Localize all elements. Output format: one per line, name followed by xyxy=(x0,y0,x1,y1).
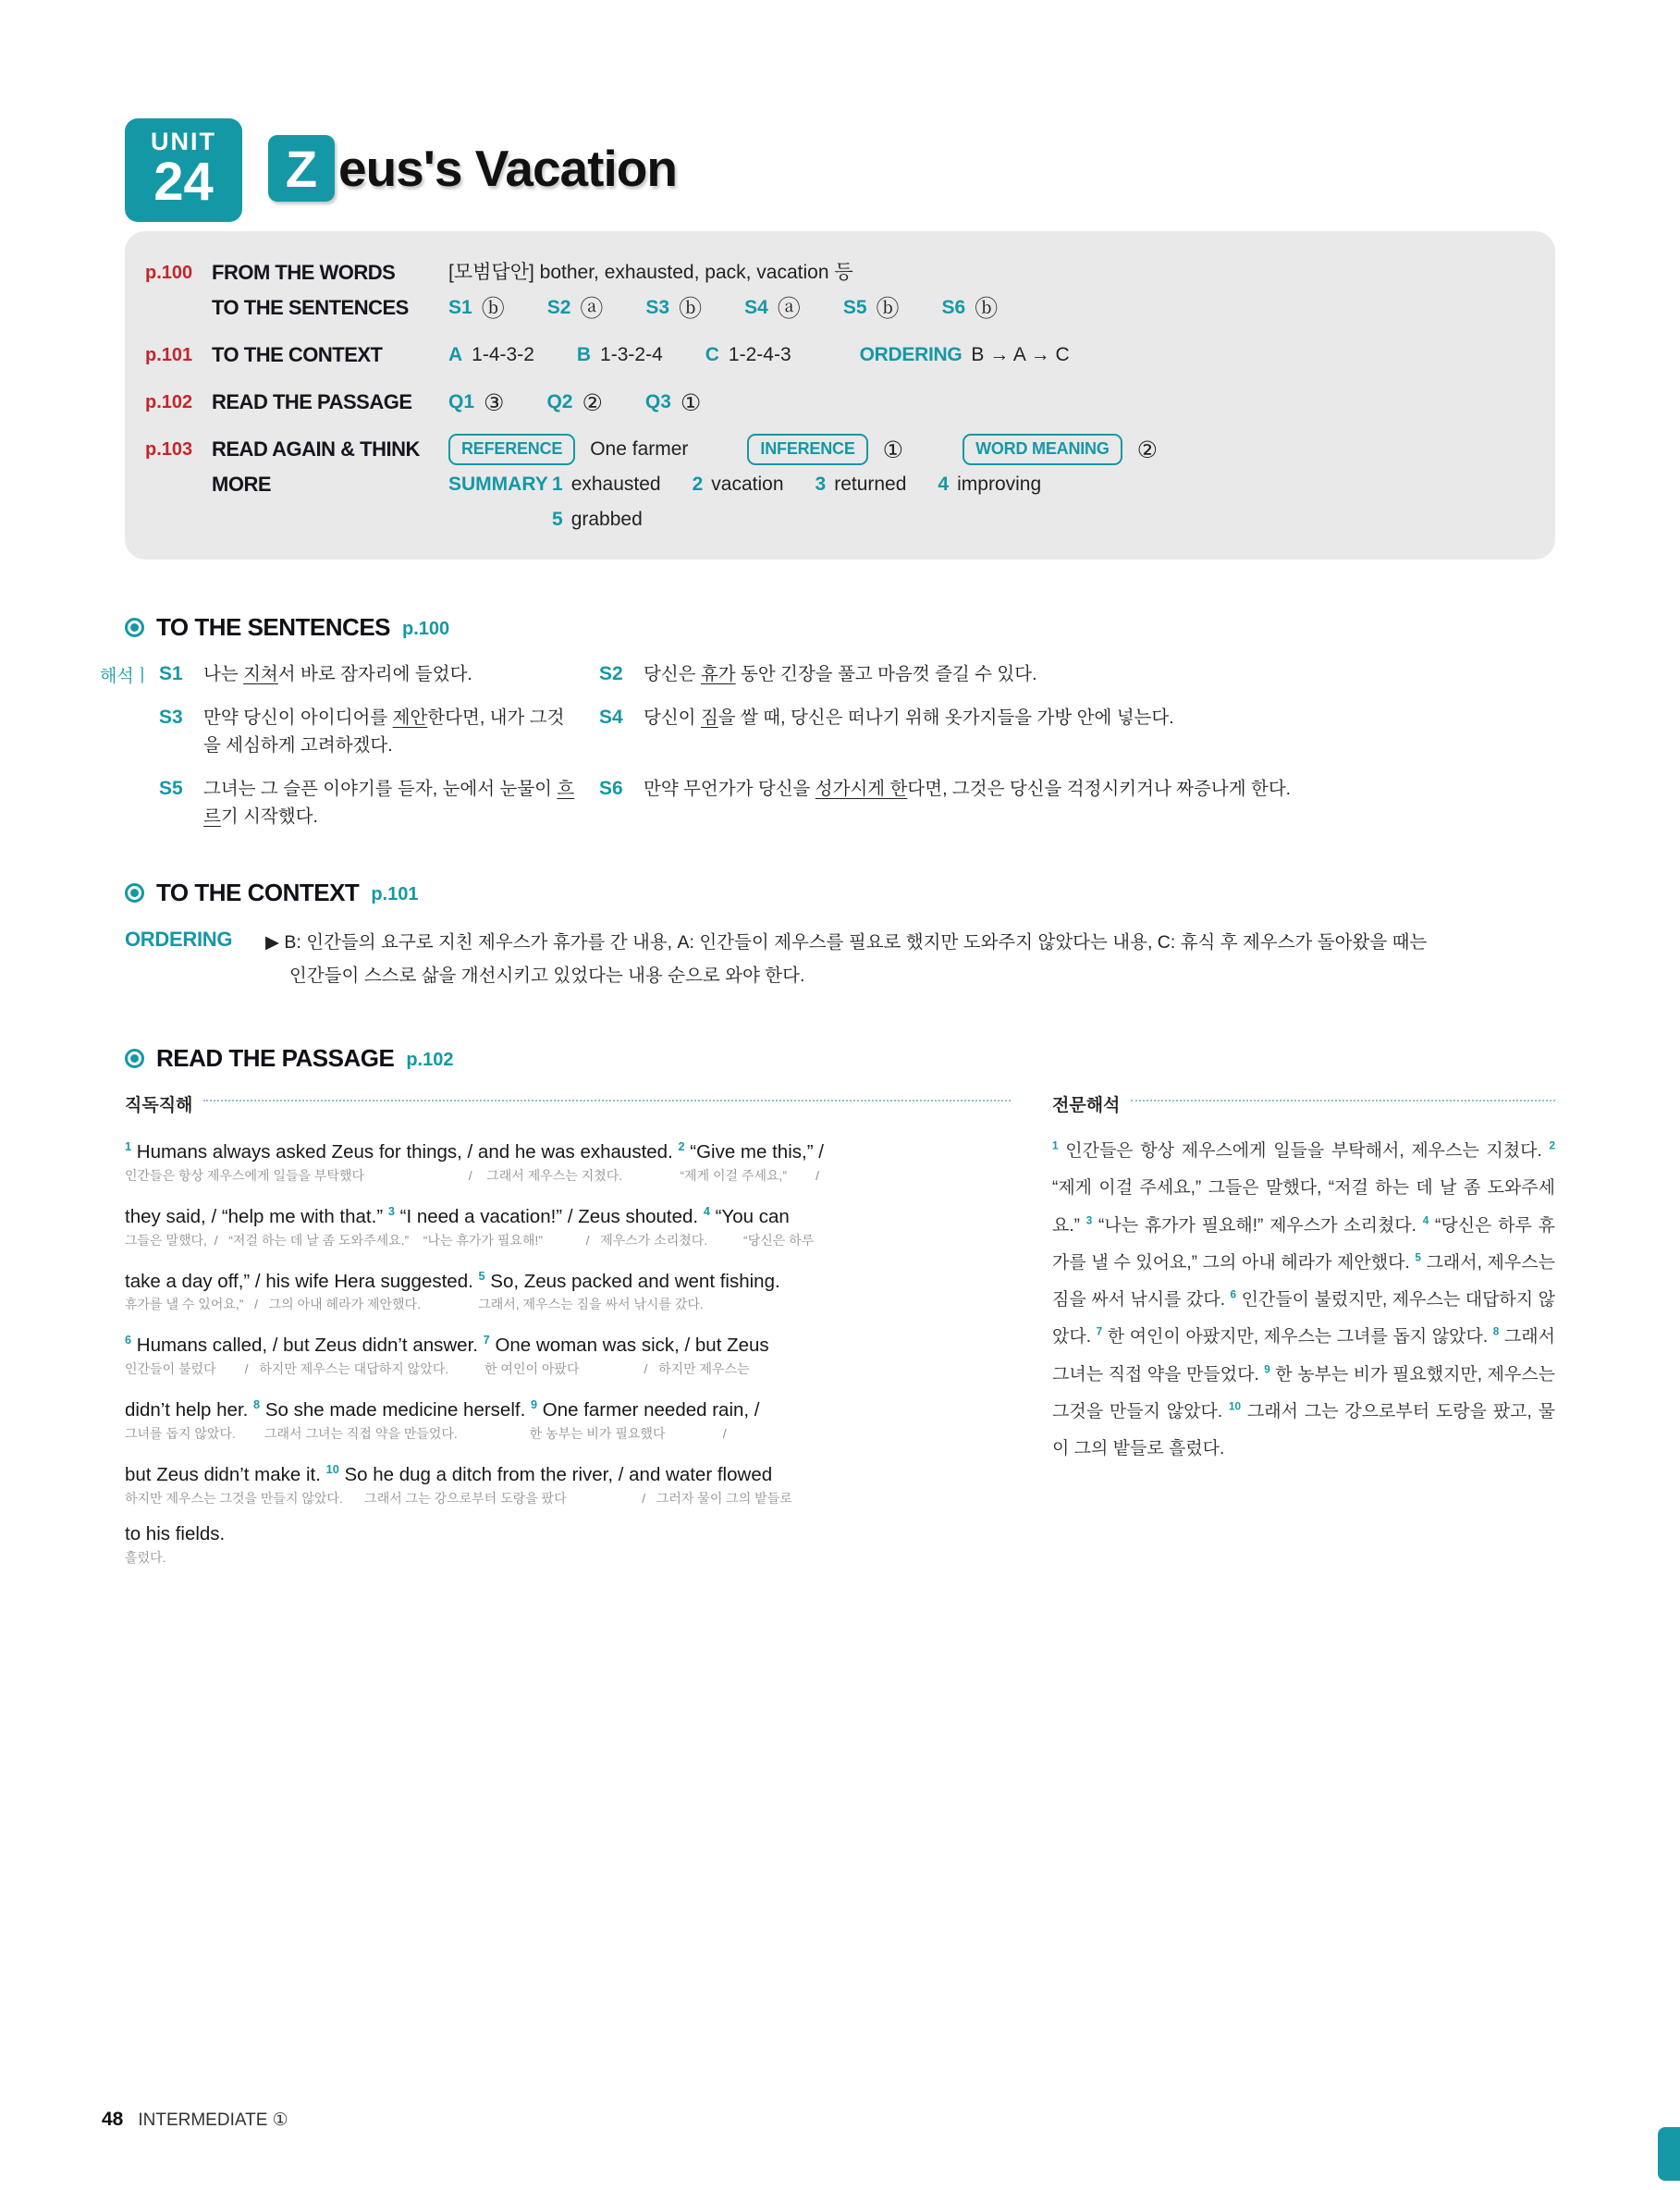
question-answer: Q3 ① xyxy=(644,390,702,416)
unit-label: UNIT xyxy=(151,128,216,156)
answers xyxy=(448,385,1529,420)
sentence-answers xyxy=(448,290,1529,326)
summary-line-2 xyxy=(552,502,1529,537)
column-label: 직독직해 xyxy=(125,1096,193,1115)
direct-translation-column xyxy=(125,1091,1011,1580)
question-answer: Q2 ② xyxy=(546,390,603,416)
sentence-item: S1 나는 지쳐서 바로 잠자리에 들었다. xyxy=(159,663,472,684)
to-the-sentences-section xyxy=(100,613,1555,830)
word-meaning-answer: WORD MEANING ② xyxy=(963,432,1158,467)
passage-line: $^1$ Humans always asked Zeus for things, / and he was exhausted. $^2$ “Give me this,” / 인간들은 항상 제우스에게 일들을 부탁했다 / 그래서 제우스는 지쳤다. “제게 이걸 주세요,” / xyxy=(125,1139,824,1183)
column-label: 전문해석 xyxy=(1052,1096,1121,1115)
ordering-explanation xyxy=(125,926,1555,992)
word-meaning-badge: WORD MEANING xyxy=(963,434,1122,465)
reference-badge: REFERENCE xyxy=(448,434,575,465)
interpretation-label: 해석ㅣ xyxy=(100,667,152,686)
section-label: TO THE CONTEXT xyxy=(212,343,383,366)
section-bullet-icon xyxy=(125,883,144,903)
context-answer: B 1-3-2-4 xyxy=(576,344,663,365)
reference-answer: REFERENCE One farmer xyxy=(448,432,688,467)
column-header xyxy=(1052,1091,1555,1116)
summary-label: SUMMARY xyxy=(448,474,548,495)
answer-row-think-more xyxy=(145,432,1529,537)
model-answer: [모범답안] bother, exhausted, pack, vacation 등 xyxy=(448,262,853,283)
sentence-item: S5 그녀는 그 슬픈 이야기를 듣자, 눈에서 눈물이 흐르기 시작했다. xyxy=(159,778,575,827)
full-translation-text: $^1$ 인간들은 항상 제우스에게 일들을 부탁해서, 제우스는 지쳤다. $^2$ “제게 이걸 주세요,” 그들은 말했다, “저걸 하는 데 날 좀 도와주세요.” $^3$ “나는 휴가가 필요해!” 제우스가 소리쳤다. $^4$ “당신은 하루 휴가를 낼 수 있어요,” 그의 아내 헤라가 제안했다. $^5$ 그래서, 제우스는 짐을 싸서 낚시를 갔다. $^6$ 인간들이 불렀지만, 제우스는 대답하지 않았다. $^7$ 한 여인이 아팠지만, 제우스는 그녀를 돕지 않았다. $^8$ 그래서 그녀는 직접 약을 만들었다. $^9$ 한 농부는 비가 필요했지만, 제우스는 그것을 만들지 않았다. $^{10}$ 그래서 그는 강으로부터 도랑을 팠고, 물이 그의 밭들로 흘렀다. xyxy=(1052,1139,1556,1459)
page-ref: p.100 xyxy=(145,263,193,283)
answer-row-passage xyxy=(145,385,1529,420)
section-page-ref: p.101 xyxy=(371,884,419,904)
to-the-context-section xyxy=(125,879,1555,992)
unit-number: 24 xyxy=(153,152,214,213)
passage-line: they said, / “help me with that.” $^3$ “I need a vacation!” / Zeus shouted. $^4$ “You can 그들은 말했다, / “저걸 하는 데 날 좀 도와주세요.” “나는 휴가가 필요해!” / 제우스가 소리쳤다. “당신은 하루 xyxy=(125,1203,815,1248)
section-label: FROM THE WORDS TO THE SENTENCES xyxy=(212,261,409,319)
title-text: eus's Vacation xyxy=(338,140,677,197)
sentence-item: S2 당신은 휴가 동안 긴장을 풀고 마음껏 즐길 수 있다. xyxy=(599,663,1037,684)
page-footer xyxy=(102,2109,288,2131)
page-title xyxy=(268,135,677,202)
passage-line: didn’t help her. $^8$ So she made medicine herself. $^9$ One farmer needed rain, / 그녀를 돕지 않았다. 그래서 그녀는 직접 약을 만들었다. 한 농부는 비가 필요했다 / xyxy=(125,1397,760,1442)
passage-line: take a day off,” / his wife Hera suggested. $^5$ So, Zeus packed and went fishing. 휴가를 낼 수 있어요,” / 그의 아내 헤라가 제안했다. 그래서, 제우스는 짐을 싸서 낚시를 갔다. xyxy=(125,1268,780,1312)
page-ref: p.103 xyxy=(145,439,193,460)
section-title: TO THE CONTEXT xyxy=(156,879,360,906)
page-number: 48 xyxy=(102,2109,124,2130)
question-answer: Q1 ③ xyxy=(448,390,505,416)
sentences-body xyxy=(100,660,1555,830)
page-ref: p.101 xyxy=(145,345,193,365)
sentence-item: S4 당신이 짐을 쌀 때, 당신은 떠나기 위해 옷가지들을 가방 안에 넣는다. xyxy=(599,707,1174,728)
section-bullet-icon xyxy=(125,618,144,637)
answers xyxy=(448,432,1529,537)
title-initial-box: Z xyxy=(268,135,335,202)
context-answer: C 1-2-4-3 xyxy=(705,344,791,365)
section-header xyxy=(125,1044,1555,1073)
column-header xyxy=(125,1091,1011,1116)
read-the-passage-section xyxy=(125,1044,1555,1580)
context-answer: A 1-4-3-2 xyxy=(448,344,534,365)
section-header xyxy=(125,613,1555,642)
summary-item: 2 vacation xyxy=(692,474,784,495)
summary-item: 1 exhausted xyxy=(552,474,661,495)
passage-columns xyxy=(125,1091,1555,1580)
inference-badge: INFERENCE xyxy=(747,434,867,465)
ordering-label: ORDERING xyxy=(125,928,233,951)
inference-answer: INFERENCE ① xyxy=(747,432,903,467)
sentence-item: S3 만약 당신이 아이디어를 제안한다면, 내가 그것을 세심하게 고려하겠다. xyxy=(159,707,565,756)
unit-badge xyxy=(125,118,242,222)
section-bullet-icon xyxy=(125,1049,144,1068)
section-header xyxy=(125,879,1555,907)
book-level-label: INTERMEDIATE ① xyxy=(138,2110,288,2130)
section-title: TO THE SENTENCES xyxy=(156,613,391,641)
summary-item: 4 improving xyxy=(938,474,1042,495)
summary-item: 5 grabbed xyxy=(552,509,643,530)
title-row xyxy=(125,118,1555,224)
reference-inference-line xyxy=(448,432,1529,467)
answer-row-context xyxy=(145,338,1529,373)
summary-item: 3 returned xyxy=(815,474,907,495)
section-label: READ THE PASSAGE xyxy=(212,390,412,413)
summary-line-1 xyxy=(448,467,1529,502)
sentences-grid xyxy=(159,660,1555,830)
section-title: READ THE PASSAGE xyxy=(156,1044,395,1072)
sentence-answer: S4 ⓐ xyxy=(744,296,801,322)
section-label: READ AGAIN & THINK MORE xyxy=(212,437,420,496)
passage-line: but Zeus didn’t make it. $^{10}$ So he dug a ditch from the river, / and water flowed 하지만 제우스는 그것을 만들지 않았다. 그래서 그는 강으로부터 도랑을 팠다 / 그러자 물이 그의 밭들로 xyxy=(125,1462,792,1506)
answers xyxy=(448,338,1529,373)
section-page-ref: p.102 xyxy=(406,1050,454,1070)
section-page-ref: p.100 xyxy=(402,619,450,639)
sentence-answer: S6 ⓑ xyxy=(941,296,999,322)
answers xyxy=(448,255,1529,326)
sentence-answer: S1 ⓑ xyxy=(448,296,505,322)
ordering-answer: ORDERING B → A → C xyxy=(859,344,1070,365)
full-translation-column xyxy=(1052,1091,1555,1580)
passage-line: to his fields. 흘렀다. xyxy=(125,1522,226,1565)
page-ref: p.102 xyxy=(145,392,193,412)
sentence-answer: S3 ⓑ xyxy=(645,296,703,322)
ordering-text: ▶ B: 인간들의 요구로 지친 제우스가 휴가를 간 내용, A: 인간들이 제우스를 필요로 했지만 도와주지 않았다는 내용, C: 휴식 후 제우스가 돌아왔을 때는 인간들이 스스로 삶을 개선시키고 있었다는 내용 순으로 와야 한다. xyxy=(265,932,1428,986)
sentence-item: S6 만약 무언가가 당신을 성가시게 한다면, 그것은 당신을 걱정시키거나 짜증나게 한다. xyxy=(599,778,1292,799)
context-answers xyxy=(448,338,1529,373)
answer-row-from-words xyxy=(145,255,1529,326)
answer-summary-box xyxy=(125,231,1555,560)
sentence-answer: S2 ⓐ xyxy=(546,296,604,322)
dotted-rule xyxy=(203,1100,1011,1101)
passage-line: $^6$ Humans called, / but Zeus didn’t answer. $^7$ One woman was sick, / but Zeus 인간들이 불렀다 / 하지만 제우스는 대답하지 않았다. 한 여인이 아팠다 / 하지만 제우스는 xyxy=(125,1333,769,1377)
sentence-answer: S5 ⓑ xyxy=(842,296,900,322)
question-answers xyxy=(448,385,1529,420)
dotted-rule xyxy=(1131,1100,1555,1101)
page-edge-tab xyxy=(1658,2127,1680,2181)
